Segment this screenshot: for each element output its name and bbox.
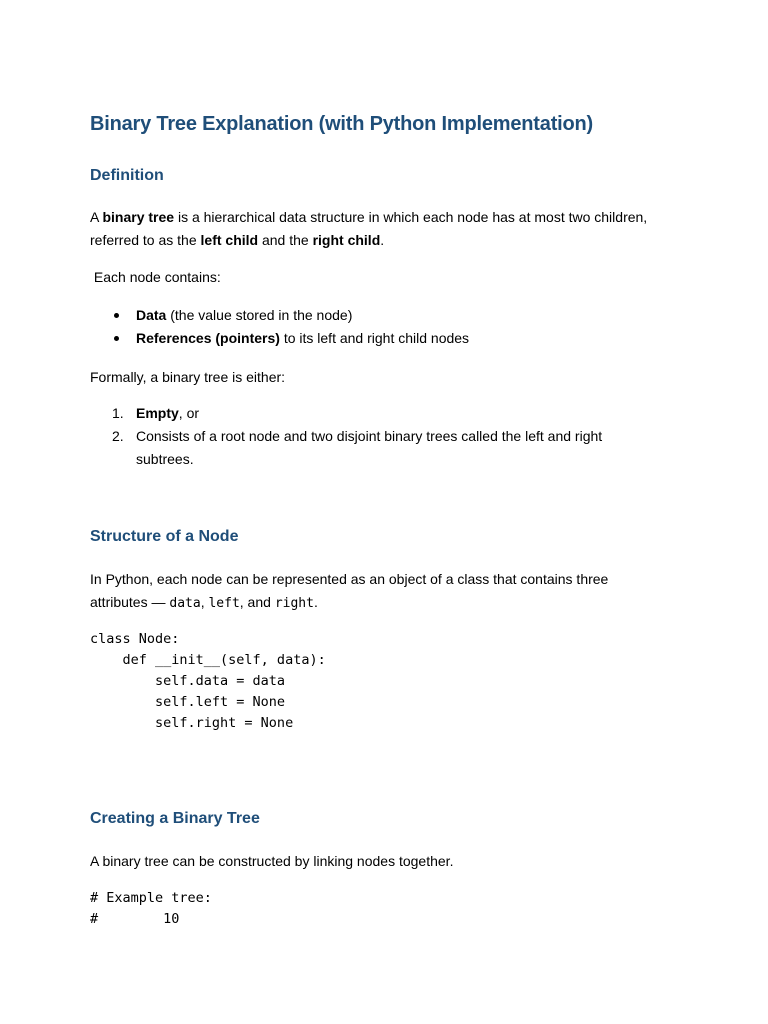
structure-heading: Structure of a Node bbox=[90, 528, 239, 545]
creating-paragraph: A binary tree can be constructed by linking nodes together. bbox=[90, 853, 454, 869]
node-contents-list bbox=[90, 304, 690, 350]
list-item: 2. Consists of a root node and two disjoint binary trees called the left and right subtrees. bbox=[112, 428, 603, 467]
node-contains-text: Each node contains: bbox=[90, 269, 221, 285]
creating-heading: Creating a Binary Tree bbox=[90, 810, 260, 827]
formal-definition-list bbox=[90, 402, 650, 471]
definition-paragraph: A binary tree is a hierarchical data structure in which each node has at most two children, referred to as the left child and the right child. bbox=[90, 209, 648, 248]
formally-text: Formally, a binary tree is either: bbox=[90, 369, 286, 385]
bullet-icon bbox=[114, 313, 119, 318]
page-title: Binary Tree Explanation (with Python Implementation) bbox=[90, 113, 593, 135]
list-item: 1. Empty, or bbox=[112, 405, 200, 421]
bullet-icon bbox=[114, 336, 119, 341]
node-class-code: class Node: def __init__(self, data): self.data = data self.left = None self.right = None bbox=[90, 631, 326, 731]
term-binary-tree: binary tree bbox=[102, 209, 175, 225]
term-right-child: right child bbox=[312, 232, 381, 248]
list-item: References (pointers) to its left and right child nodes bbox=[90, 327, 690, 350]
definition-heading: Definition bbox=[90, 167, 164, 184]
structure-paragraph: In Python, each node can be represented as an object of a class that contains three attributes — data, left, and right. bbox=[90, 571, 609, 611]
list-item: Data (the value stored in the node) bbox=[90, 304, 690, 327]
example-tree-code: # Example tree: # 10 bbox=[90, 890, 212, 927]
term-left-child: left child bbox=[200, 232, 259, 248]
